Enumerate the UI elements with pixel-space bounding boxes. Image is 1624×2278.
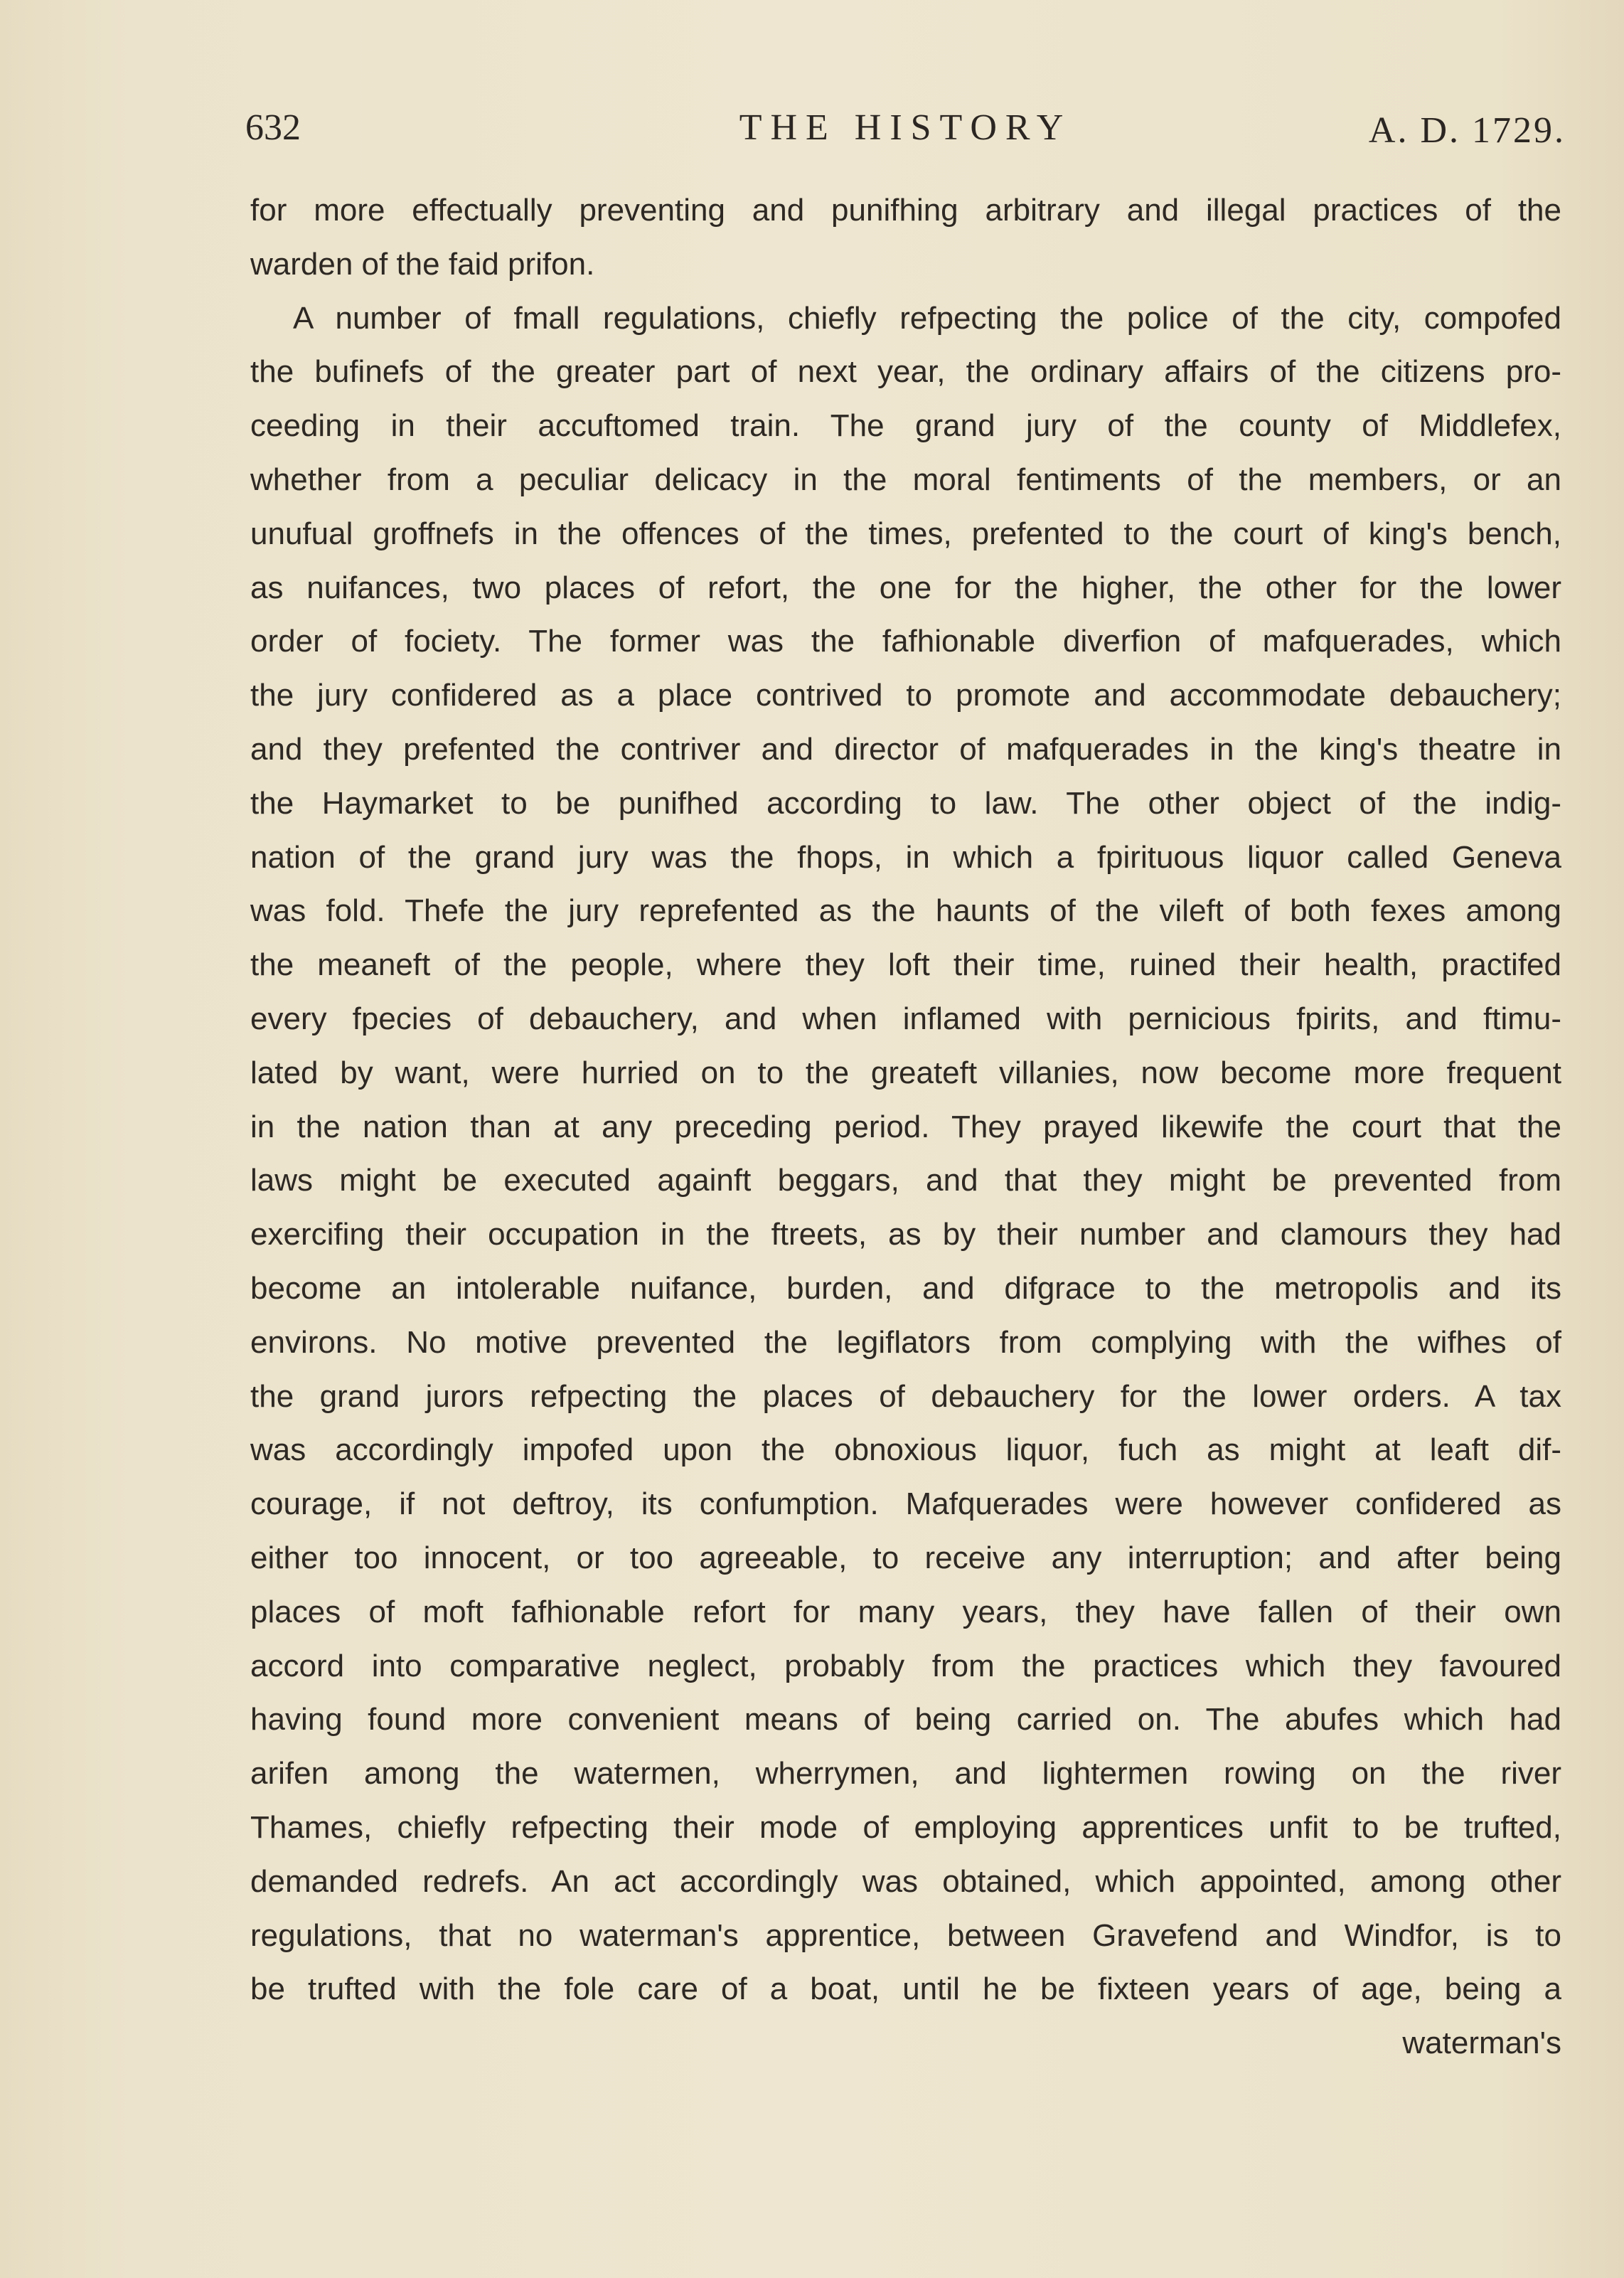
text-line: arifen among the watermen, wherrymen, and lightermen rowing on the river [250,1756,1561,1792]
text-line: regulations, that no waterman's apprentice, between Gravefend and Windfor, is to [250,1917,1561,1953]
text-line: lated by want, were hurried on to the greateft villanies, now become more frequent [250,1055,1561,1090]
text-line: laws might be executed againft beggars, and that they might be prevented from [250,1163,1561,1198]
running-title: THE HISTORY [739,107,1072,148]
text-line: the Haymarket to be punifhed according to law. The other object of the indig- [250,785,1561,821]
text-line: having found more convenient means of being carried on. The abufes which had [250,1702,1561,1737]
text-line: warden of the faid prifon. [250,246,595,282]
text-line: places of moft fafhionable refort for many years, they have fallen of their own [250,1594,1561,1629]
text-line: accord into comparative neglect, probably from the practices which they favoured [250,1648,1561,1683]
text-line: as nuifances, two places of refort, the one for the higher, the other for the lower [250,570,1561,605]
text-line: environs. No motive prevented the legiflators from complying with the wifhes of [250,1324,1561,1360]
text-line: for more effectually preventing and punifhing arbitrary and illegal practices of the [250,193,1561,228]
text-line: A number of fmall regulations, chiefly refpecting the police of the city, compofed [293,300,1561,336]
text-line: Thames, chiefly refpecting their mode of employing apprentices unfit to be trufted, [250,1809,1561,1845]
text-line: exercifing their occupation in the ftreets, as by their number and clamours they had [250,1217,1561,1252]
text-line: the grand jurors refpecting the places of debauchery for the lower orders. A tax [250,1378,1561,1414]
running-date: A. D. 1729. [1368,110,1566,151]
text-line: and they prefented the contriver and director of mafquerades in the king's theatre in [250,731,1561,767]
text-line: in the nation than at any preceding period. They prayed likewife the court that the [250,1109,1561,1144]
page-number: 632 [245,107,301,148]
text-line: ceeding in their accuftomed train. The grand jury of the county of Middlefex, [250,408,1561,444]
text-line: demanded redrefs. An act accordingly was obtained, which appointed, among other [250,1863,1561,1899]
text-line: was fold. Thefe the jury reprefented as the haunts of the vileft of both fexes among [250,893,1561,929]
text-line: either too innocent, or too agreeable, to receive any interruption; and after being [250,1540,1561,1575]
text-line: nation of the grand jury was the fhops, in which a fpirituous liquor called Geneva [250,839,1561,875]
text-line: the meaneft of the people, where they loft their time, ruined their health, practifed [250,947,1561,983]
text-line: every fpecies of debauchery, and when inflamed with pernicious fpirits, and ftimu- [250,1001,1561,1036]
text-line: order of fociety. The former was the fafhionable diverfion of mafquerades, which [250,624,1561,659]
text-line: courage, if not deftroy, its confumption. Mafquerades were however confidered as [250,1486,1561,1522]
text-line: whether from a peculiar delicacy in the moral fentiments of the members, or an [250,462,1561,497]
text-line: the bufinefs of the greater part of next year, the ordinary affairs of the citizens pro- [250,354,1561,390]
text-line: unufual groffnefs in the offences of the times, prefented to the court of king's bench, [250,516,1561,551]
text-line: was accordingly impofed upon the obnoxious liquor, fuch as might at leaft dif- [250,1432,1561,1468]
body-text [250,183,1561,2070]
text-line: become an intolerable nuifance, burden, and difgrace to the metropolis and its [250,1270,1561,1306]
text-line: be trufted with the fole care of a boat, until he be fixteen years of age, being a [250,1971,1561,2007]
text-line: waterman's [1402,2026,1561,2061]
text-line: the jury confidered as a place contrived to promote and accommodate debauchery; [250,678,1561,713]
running-head [245,107,1566,156]
